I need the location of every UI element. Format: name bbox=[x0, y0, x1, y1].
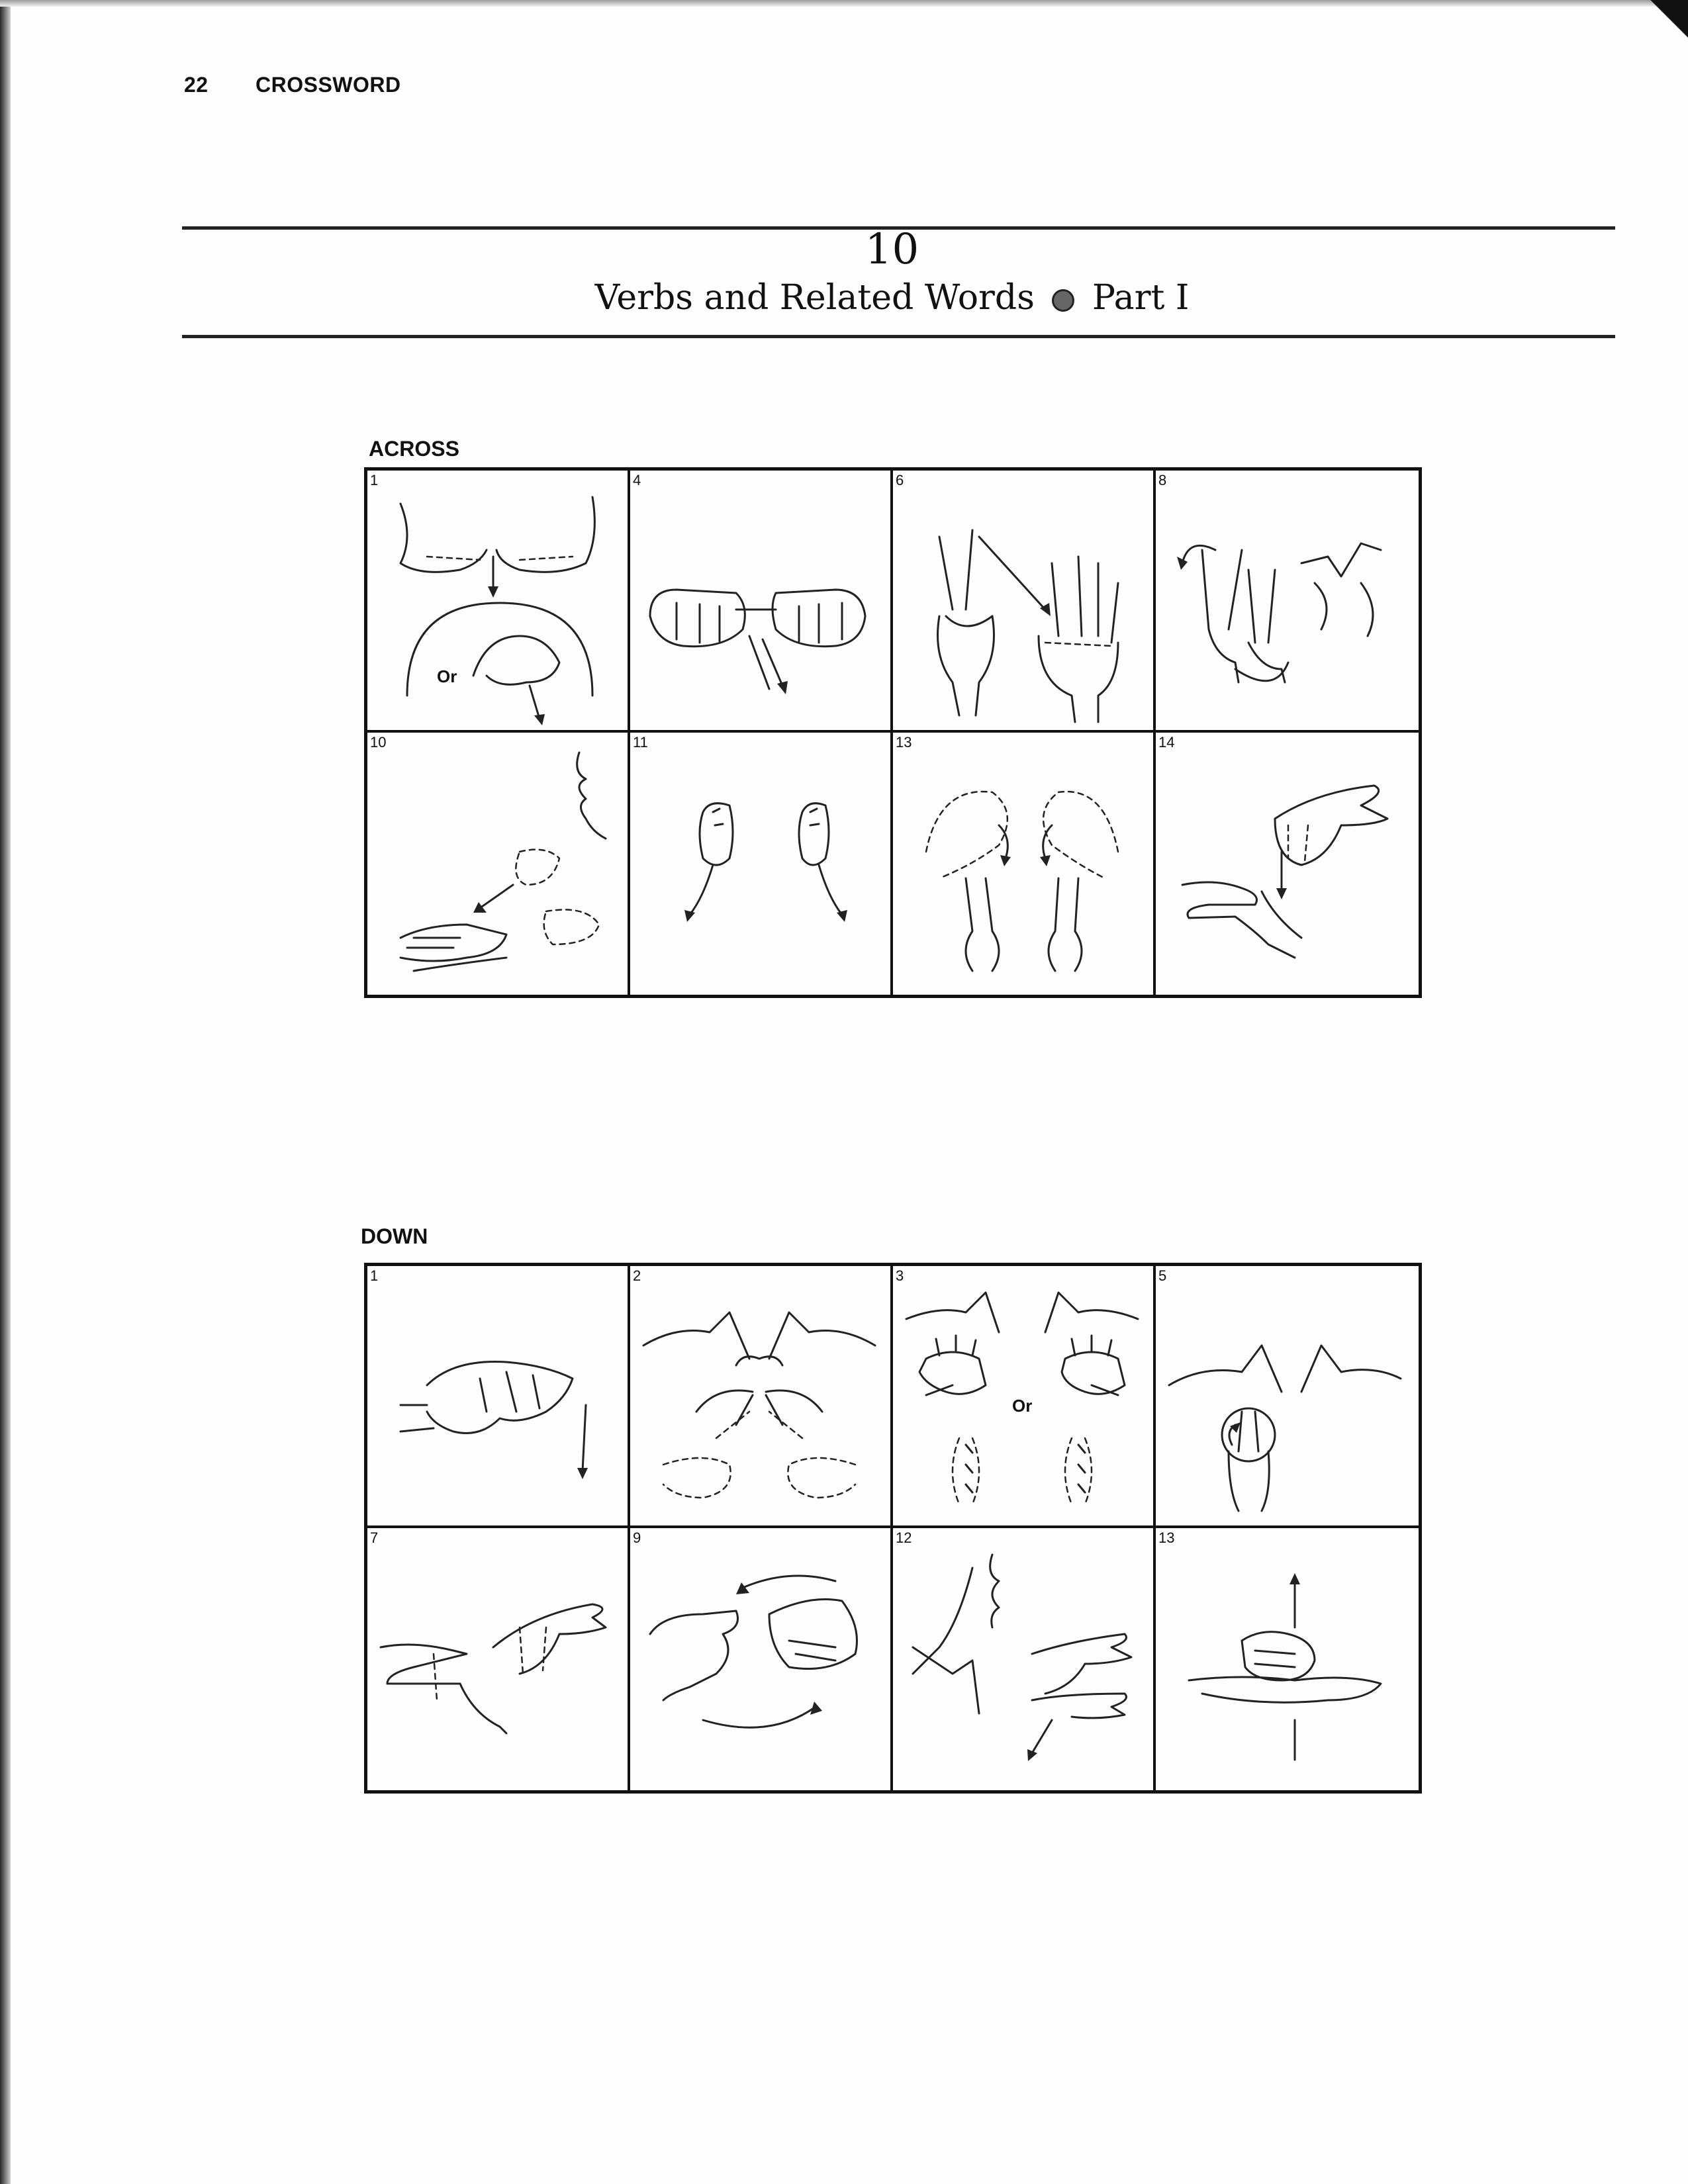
clue-number: 1 bbox=[370, 1267, 379, 1284]
chapter-number: 10 bbox=[865, 225, 919, 274]
clue-number: 9 bbox=[633, 1529, 641, 1546]
down-cell-12[interactable] bbox=[893, 1528, 1156, 1790]
clue-number: 13 bbox=[896, 734, 912, 751]
across-cell-1[interactable] bbox=[367, 471, 630, 733]
clue-number: 12 bbox=[896, 1529, 912, 1546]
index-fingers-arc-icon bbox=[900, 746, 1145, 987]
or-label: Or bbox=[437, 666, 457, 686]
clue-number: 4 bbox=[633, 472, 641, 488]
down-cell-9[interactable] bbox=[630, 1528, 893, 1790]
clue-number: 8 bbox=[1158, 472, 1167, 488]
across-cell-14[interactable] bbox=[1156, 733, 1419, 995]
down-grid bbox=[364, 1263, 1422, 1794]
hands-circling-icon bbox=[1162, 484, 1407, 725]
across-label: ACROSS bbox=[369, 437, 459, 461]
clue-number: 10 bbox=[370, 734, 387, 751]
bottom-rule bbox=[182, 335, 1615, 338]
across-cell-11[interactable] bbox=[630, 733, 893, 995]
across-cell-13[interactable] bbox=[893, 733, 1156, 995]
hands-circle-exchange-icon bbox=[637, 1541, 882, 1783]
running-head bbox=[184, 73, 401, 97]
clue-number: 7 bbox=[370, 1529, 379, 1546]
chapter-title bbox=[0, 278, 1688, 318]
running-title: CROSSWORD bbox=[255, 73, 401, 97]
down-cell-2[interactable] bbox=[630, 1266, 893, 1528]
v-hand-to-open-hand-icon bbox=[900, 484, 1145, 725]
clue-number: 6 bbox=[896, 472, 904, 488]
bullet-dot-icon bbox=[1052, 289, 1074, 312]
across-grid bbox=[364, 467, 1422, 998]
page-top-shadow bbox=[0, 0, 1688, 7]
clue-number: 14 bbox=[1158, 734, 1175, 751]
two-hands-pinch-down-icon bbox=[374, 484, 619, 725]
spread-hands-wiggle-icon bbox=[900, 1279, 1145, 1521]
across-cell-10[interactable] bbox=[367, 733, 630, 995]
across-cell-8[interactable] bbox=[1156, 471, 1419, 733]
page-edge-shadow bbox=[0, 0, 11, 2184]
chapter-title-part: Part I bbox=[1092, 278, 1190, 318]
down-cell-7[interactable] bbox=[367, 1528, 630, 1790]
clue-number: 5 bbox=[1158, 1267, 1167, 1284]
two-fists-turning-icon bbox=[637, 746, 882, 987]
crossed-index-fingers-icon bbox=[374, 1541, 619, 1783]
down-cell-3[interactable] bbox=[893, 1266, 1156, 1528]
clue-number: 3 bbox=[896, 1267, 904, 1284]
crossed-fingers-chest-icon bbox=[1162, 1279, 1407, 1521]
down-cell-1[interactable] bbox=[367, 1266, 630, 1528]
fingers-from-mouth-icon bbox=[900, 1541, 1145, 1783]
across-cell-6[interactable] bbox=[893, 471, 1156, 733]
clue-number: 2 bbox=[633, 1267, 641, 1284]
clue-number: 13 bbox=[1158, 1529, 1175, 1546]
fists-together-apart-icon bbox=[637, 484, 882, 725]
clue-number: 1 bbox=[370, 472, 379, 488]
page-number: 22 bbox=[184, 73, 209, 97]
clue-number: 11 bbox=[633, 734, 648, 751]
hand-from-mouth-to-palm-icon bbox=[374, 746, 619, 987]
crossed-fingers-tap-icon bbox=[1162, 746, 1407, 987]
bent-finger-down-icon bbox=[374, 1279, 619, 1521]
across-cell-4[interactable] bbox=[630, 471, 893, 733]
fist-rise-from-palm-icon bbox=[1162, 1541, 1407, 1783]
down-cell-5[interactable] bbox=[1156, 1266, 1419, 1528]
fingertips-meet-chest-icon bbox=[637, 1279, 882, 1521]
or-label: Or bbox=[1012, 1396, 1033, 1416]
page-corner-shadow bbox=[1635, 0, 1688, 53]
down-label: DOWN bbox=[361, 1224, 428, 1248]
chapter-title-main: Verbs and Related Words bbox=[594, 278, 1035, 318]
down-cell-13[interactable] bbox=[1156, 1528, 1419, 1790]
